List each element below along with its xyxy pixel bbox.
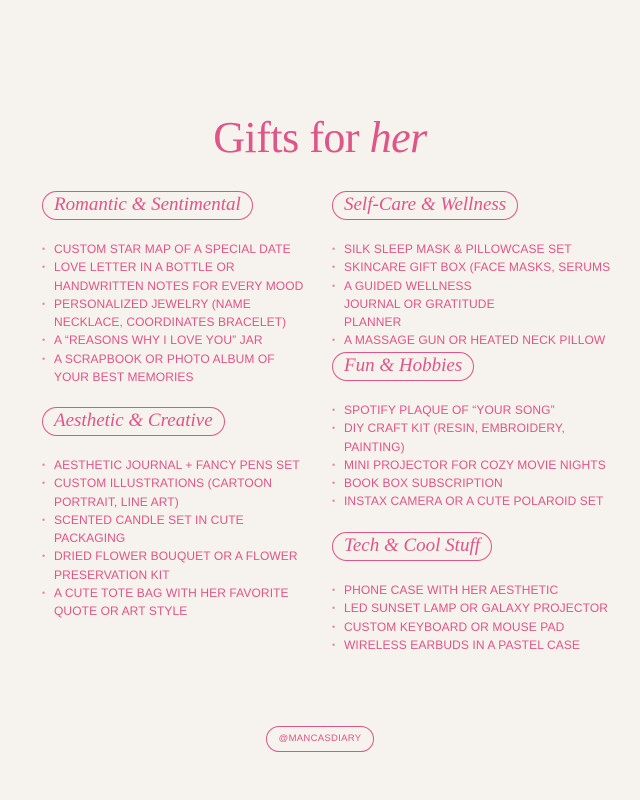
list-item: • DRIED FLOWER BOUQUET OR A FLOWER PRESERVATION KIT	[42, 547, 314, 584]
title-main: Gifts for	[213, 113, 370, 162]
list-item: • LOVE LETTER IN A BOTTLE OR HANDWRITTEN NOTES FOR EVERY MOOD	[42, 258, 304, 295]
page-title	[0, 108, 640, 168]
list-item: • INSTAX CAMERA OR A CUTE POLAROID SET	[332, 492, 582, 510]
gift-list	[332, 240, 612, 350]
list-item: • WIRELESS EARBUDS IN A PASTEL CASE	[332, 636, 612, 654]
list-item: • LED SUNSET LAMP OR GALAXY PROJECTOR	[332, 599, 612, 617]
section-fun-hobbies	[332, 352, 606, 511]
section-heading: Tech & Cool Stuff	[332, 532, 492, 561]
list-item: • A CUTE TOTE BAG WITH HER FAVORITE QUOTE OR ART STYLE	[42, 584, 314, 621]
section-heading: Romantic & Sentimental	[42, 191, 253, 220]
list-item: • CUSTOM KEYBOARD OR MOUSE PAD	[332, 618, 612, 636]
list-item: • SPOTIFY PLAQUE OF “YOUR SONG”	[332, 401, 582, 419]
list-item: • MINI PROJECTOR FOR COZY MOVIE NIGHTS	[332, 456, 582, 474]
list-item: • AESTHETIC JOURNAL + FANCY PENS SET	[42, 456, 314, 474]
section-heading: Self-Care & Wellness	[332, 191, 518, 220]
list-item: • A MASSAGE GUN OR HEATED NECK PILLOW	[332, 331, 612, 349]
list-item: • DIY CRAFT KIT (RESIN, EMBROIDERY, PAINTING)	[332, 419, 582, 456]
section-tech-cool-stuff	[332, 532, 612, 654]
gift-list	[42, 240, 304, 386]
gift-list	[42, 456, 314, 621]
social-handle-badge: @MANCASDIARY	[266, 726, 374, 752]
list-item: • CUSTOM STAR MAP OF A SPECIAL DATE	[42, 240, 304, 258]
section-aesthetic-creative	[42, 407, 314, 621]
list-item: • CUSTOM ILLUSTRATIONS (CARTOON PORTRAIT, LINE ART)	[42, 474, 314, 511]
gift-list	[332, 401, 606, 511]
list-item: • A GUIDED WELLNESS JOURNAL OR GRATITUDE PLANNER	[332, 277, 529, 332]
list-item: • A SCRAPBOOK OR PHOTO ALBUM OF YOUR BEST MEMORIES	[42, 350, 304, 387]
list-item: • SCENTED CANDLE SET IN CUTE PACKAGING	[42, 511, 314, 548]
list-item: • A “REASONS WHY I LOVE YOU” JAR	[42, 331, 304, 349]
list-item: • PERSONALIZED JEWELRY (NAME NECKLACE, COORDINATES BRACELET)	[42, 295, 304, 332]
title-emphasis: her	[369, 113, 427, 162]
list-item: • SILK SLEEP MASK & PILLOWCASE SET	[332, 240, 612, 258]
list-item: • SKINCARE GIFT BOX (FACE MASKS, SERUMS	[332, 258, 612, 276]
list-item: • BOOK BOX SUBSCRIPTION	[332, 474, 582, 492]
gift-list	[332, 581, 612, 654]
section-heading: Aesthetic & Creative	[42, 407, 225, 436]
section-heading: Fun & Hobbies	[332, 352, 474, 381]
list-item: • PHONE CASE WITH HER AESTHETIC	[332, 581, 612, 599]
section-self-care-wellness	[332, 191, 612, 350]
section-romantic-sentimental	[42, 191, 304, 386]
